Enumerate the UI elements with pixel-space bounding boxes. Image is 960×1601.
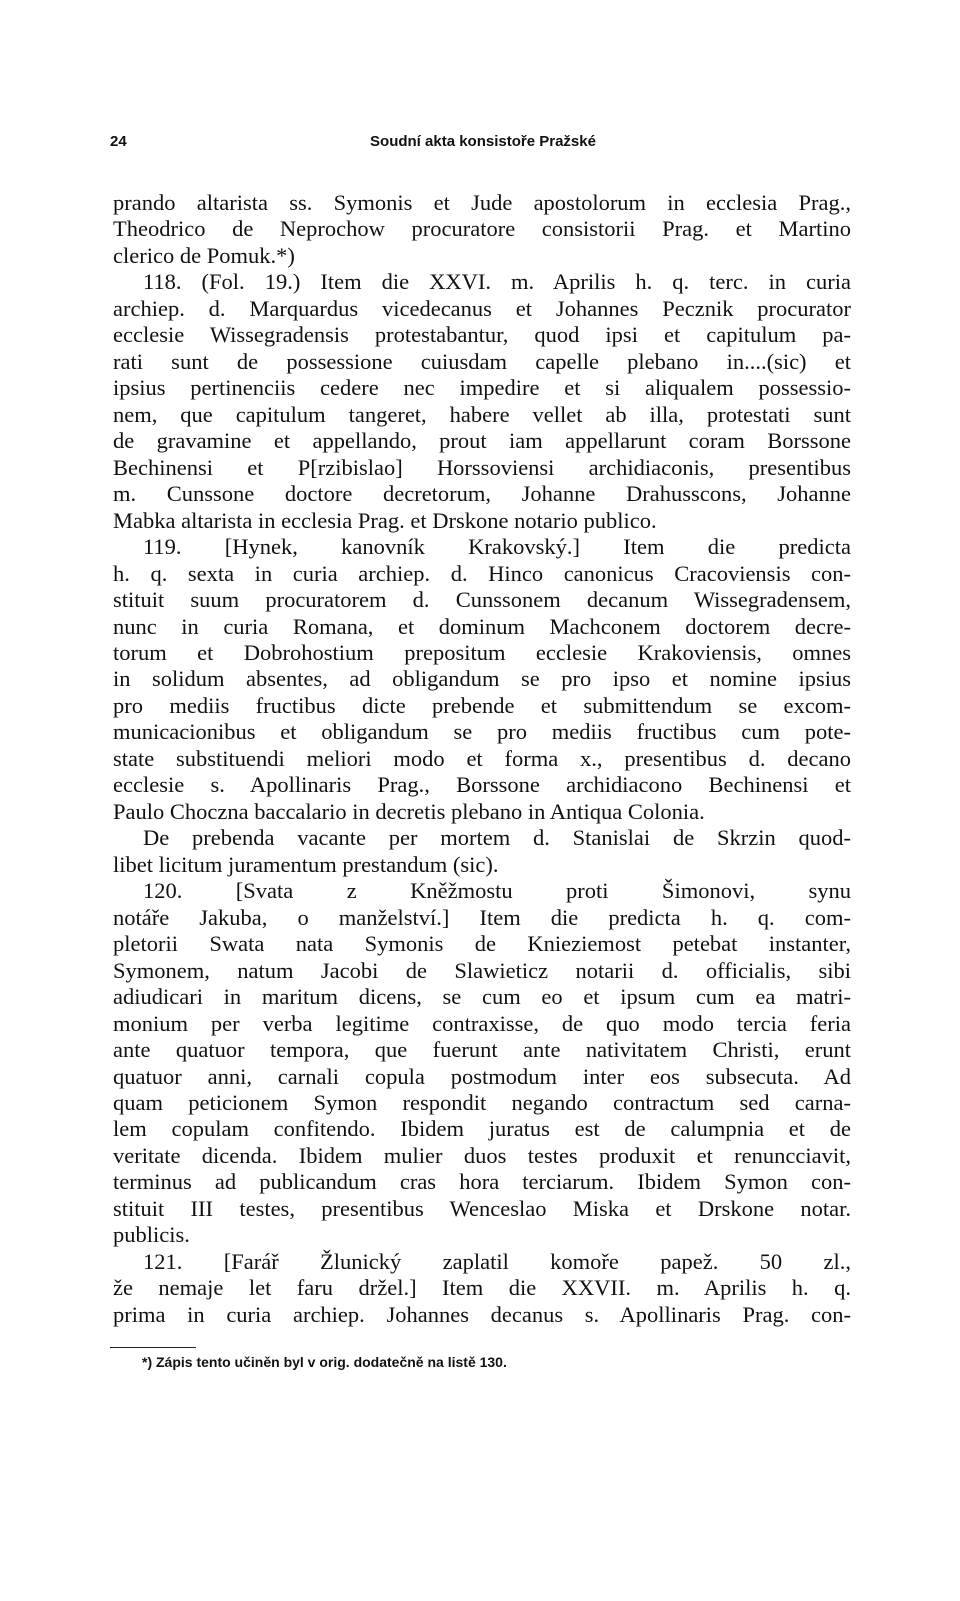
text-line: quatuor anni, carnali copula postmodum inter eos subsecuta. Ad bbox=[113, 1063, 851, 1089]
text-line: prando altarista ss. Symonis et Jude apostolorum in ecclesia Prag., bbox=[113, 190, 851, 215]
text-line: clerico de Pomuk.*) bbox=[113, 242, 295, 268]
footnote-rule bbox=[110, 1347, 196, 1348]
text-line: pletorii Swata nata Symonis de Knieziemost petebat instanter, bbox=[113, 931, 851, 957]
text-line: pro mediis fructibus dicte prebende et submittendum se excom- bbox=[113, 692, 851, 718]
text-line: že nemaje let faru držel.] Item die XXVII. m. Aprilis h. q. bbox=[113, 1275, 851, 1301]
text-line: ante quatuor tempora, que fuerunt ante nativitatem Christi, erunt bbox=[113, 1037, 851, 1063]
text-line: prima in curia archiep. Johannes decanus s. Apollinaris Prag. con- bbox=[113, 1301, 851, 1327]
text-line: stituit III testes, presentibus Wenceslao Miska et Drskone notar. bbox=[113, 1195, 851, 1221]
text-line: m. Cunssone doctore decretorum, Johanne Drahusscons, Johanne bbox=[113, 481, 851, 507]
text-line: municacionibus et obligandum se pro mediis fructibus cum pote- bbox=[113, 719, 851, 745]
text-line: libet licitum juramentum prestandum (sic). bbox=[113, 851, 499, 877]
text-line: Paulo Choczna baccalario in decretis plebano in Antiqua Colonia. bbox=[113, 798, 705, 824]
text-line: veritate dicenda. Ibidem mulier duos testes produxit et renuncciavit, bbox=[113, 1142, 851, 1168]
footnote: *) Zápis tento učiněn byl v orig. dodatečně na listě 130. bbox=[142, 1353, 507, 1370]
text-line: Theodrico de Neprochow procuratore consistorii Prag. et Martino bbox=[113, 216, 851, 242]
text-line: quam peticionem Symon respondit negando contractum sed carna- bbox=[113, 1089, 851, 1115]
page-header bbox=[110, 133, 856, 163]
text-line: in solidum absentes, ad obligandum se pro ipso et nomine ipsius bbox=[113, 666, 851, 692]
text-line: stituit suum procuratorem d. Cunssonem decanum Wissegradensem, bbox=[113, 587, 851, 613]
text-line: adiudicari in maritum dicens, se cum eo et ipsum cum ea matri- bbox=[113, 984, 851, 1010]
text-line: ecclesie Wissegradensis protestabantur, quod ipsi et capitulum pa- bbox=[113, 322, 851, 348]
text-line: notáře Jakuba, o manželství.] Item die predicta h. q. com- bbox=[113, 904, 851, 930]
running-title: Soudní akta konsistoře Pražské bbox=[370, 133, 596, 150]
text-line: Mabka altarista in ecclesia Prag. et Drskone notario publico. bbox=[113, 507, 657, 533]
text-line: De prebenda vacante per mortem d. Stanislai de Skrzin quod- bbox=[143, 825, 851, 851]
text-line: nem, que capitulum tangeret, habere vellet ab illa, protestati sunt bbox=[113, 401, 851, 427]
text-line: rati sunt de possessione cuiusdam capelle plebano in....(sic) et bbox=[113, 348, 851, 374]
page-number: 24 bbox=[110, 133, 127, 150]
text-line: archiep. d. Marquardus vicedecanus et Johannes Pecznik procurator bbox=[113, 295, 851, 321]
text-line: h. q. sexta in curia archiep. d. Hinco canonicus Cracoviensis con- bbox=[113, 560, 851, 586]
text-line: ipsius pertinenciis cedere nec impedire et si aliqualem possessio- bbox=[113, 375, 851, 401]
text-line: torum et Dobrohostium prepositum ecclesie Krakoviensis, omnes bbox=[113, 639, 851, 665]
text-line: nunc in curia Romana, et dominum Machconem doctorem decre- bbox=[113, 613, 851, 639]
text-line: de gravamine et appellando, prout iam appellarunt coram Borssone bbox=[113, 428, 851, 454]
text-line: ecclesie s. Apollinaris Prag., Borssone archidiacono Bechinensi et bbox=[113, 772, 851, 798]
text-line: state substituendi meliori modo et forma x., presentibus d. decano bbox=[113, 745, 851, 771]
text-line: Bechinensi et P[rzibislao] Horssoviensi archidiaconis, presentibus bbox=[113, 454, 851, 480]
text-line: publicis. bbox=[113, 1222, 190, 1248]
text-line: lem copulam confitendo. Ibidem juratus est de calumpnia et de bbox=[113, 1116, 851, 1142]
text-line: 120. [Svata z Kněžmostu proti Šimonovi, synu bbox=[143, 878, 851, 904]
text-line: terminus ad publicandum cras hora terciarum. Ibidem Symon con- bbox=[113, 1169, 851, 1195]
text-line: 118. (Fol. 19.) Item die XXVI. m. Aprilis h. q. terc. in curia bbox=[143, 269, 851, 295]
text-line: 121. [Farář Žlunický zaplatil komoře papež. 50 zl., bbox=[143, 1248, 851, 1274]
text-line: 119. [Hynek, kanovník Krakovský.] Item die predicta bbox=[143, 534, 851, 560]
text-line: Symonem, natum Jacobi de Slawieticz notarii d. officialis, sibi bbox=[113, 957, 851, 983]
text-line: monium per verba legitime contraxisse, de quo modo tercia feria bbox=[113, 1010, 851, 1036]
